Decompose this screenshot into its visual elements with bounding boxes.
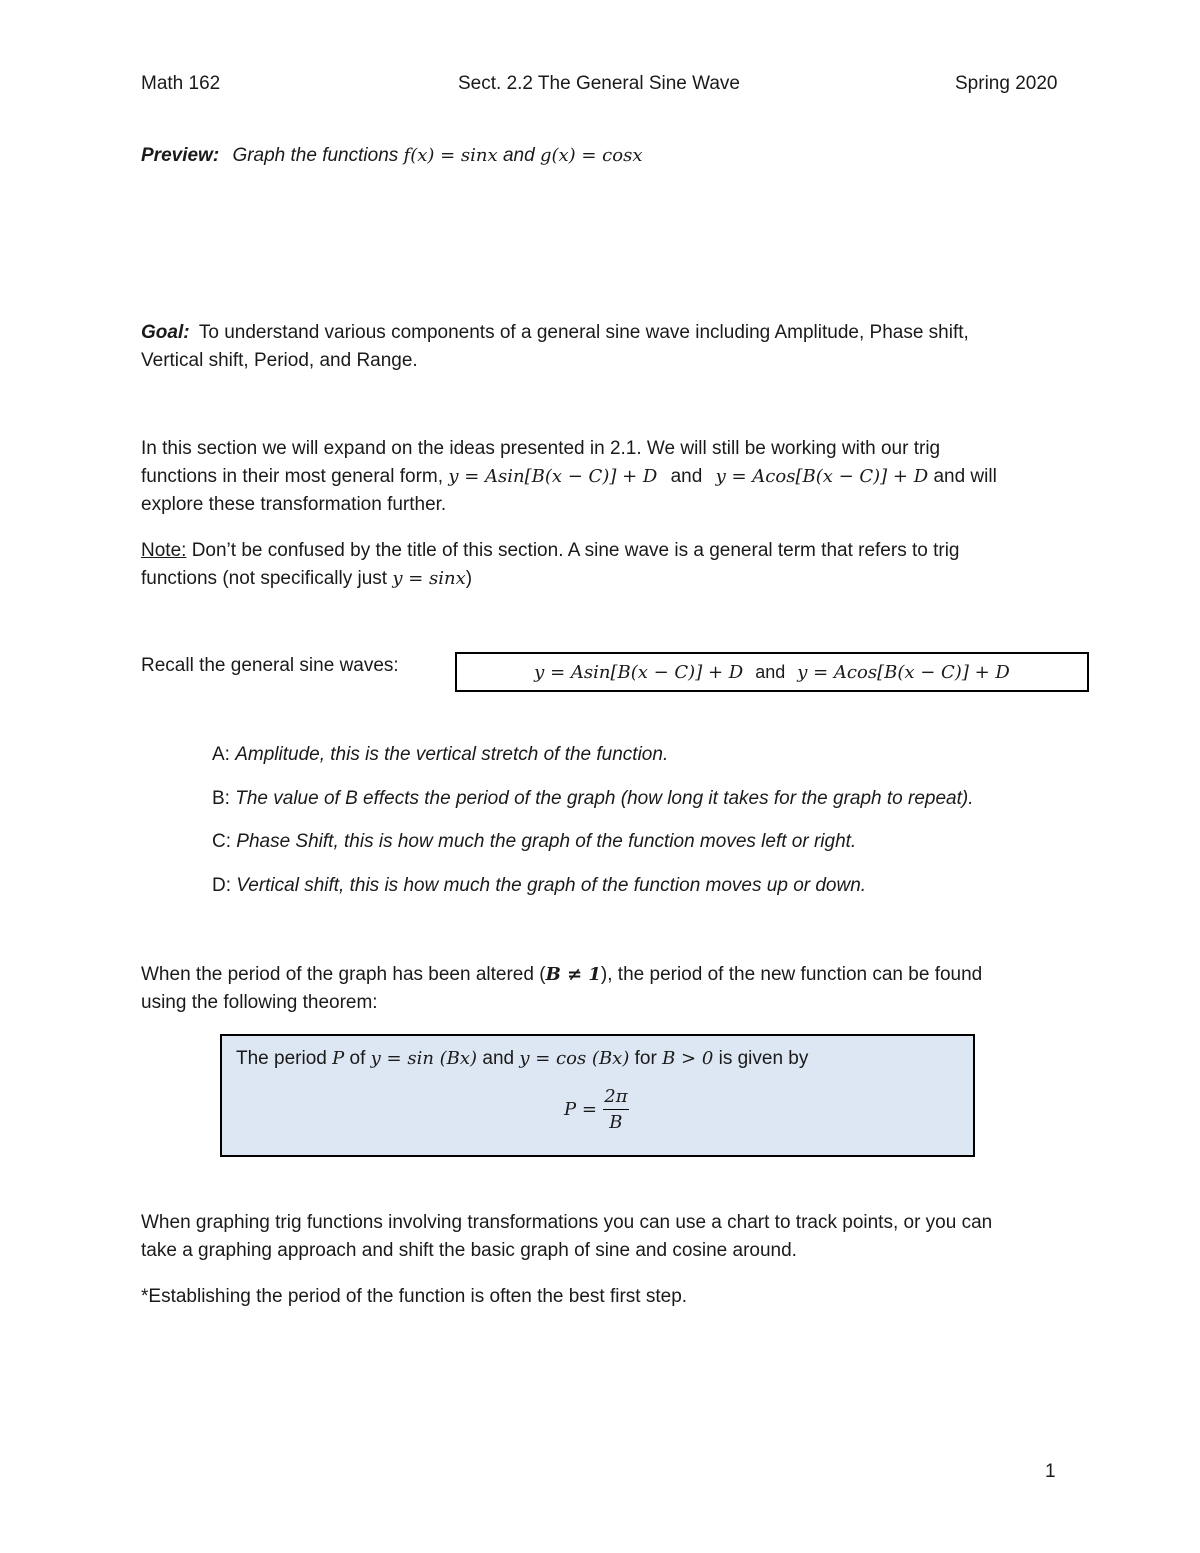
header-course: Math 162 <box>141 73 221 94</box>
graphing-line-1: When graphing trig functions involving transformations you can use a chart to track points, or you can <box>141 1212 993 1233</box>
intro-line-2 <box>141 463 997 491</box>
recall-eq-cosine: y = Acos[B(x − C)] + D <box>797 661 1010 683</box>
component-c <box>212 828 856 856</box>
component-a <box>212 741 668 769</box>
intro-and: and <box>670 466 703 487</box>
intro-line-2-pre: functions in their most general form, <box>141 466 444 487</box>
component-d-text: Vertical shift, this is how much the graph of the function moves up or down. <box>236 875 867 896</box>
theorem-t1: The period <box>236 1048 333 1069</box>
note-line-2-post: ) <box>465 568 473 589</box>
preview-line <box>141 142 643 170</box>
intro-eq-cosine: y = Acos[B(x − C)] + D <box>715 466 929 487</box>
theorem-t5: is given by <box>713 1048 809 1069</box>
intro-line-2-post: and will <box>933 466 997 487</box>
theorem-statement <box>236 1045 808 1073</box>
theorem-cond: B > 0 <box>662 1048 714 1069</box>
preview-g: g(x) = cosx <box>539 145 643 166</box>
page-number: 1 <box>1045 1461 1056 1482</box>
preview-label: Preview: <box>141 145 220 166</box>
component-a-text: Amplitude, this is the vertical stretch of the function. <box>235 744 669 765</box>
component-b-text: The value of B effects the period of the graph (how long it takes for the graph to repeat). <box>235 788 974 809</box>
component-d-letter: D: <box>212 875 231 896</box>
goal-label: Goal: <box>141 322 190 343</box>
header-term: Spring 2020 <box>955 73 1058 94</box>
intro-line-1: In this section we will expand on the ideas presented in 2.1. We will still be working with our trig <box>141 438 941 459</box>
theorem-t4: for <box>629 1048 663 1069</box>
formula-denominator: B <box>609 1112 623 1133</box>
component-c-text: Phase Shift, this is how much the graph of the function moves left or right. <box>236 831 857 852</box>
goal-text-1: To understand various components of a general sine wave including Amplitude, Phase shift, <box>198 322 969 343</box>
formula-fraction <box>603 1086 629 1133</box>
component-c-letter: C: <box>212 831 231 852</box>
header-section-title: Sect. 2.2 The General Sine Wave <box>458 73 740 94</box>
theorem-t3: and <box>477 1048 520 1069</box>
note-label: Note: <box>141 540 187 561</box>
recall-eq-sine: y = Asin[B(x − C)] + D <box>534 661 744 683</box>
fraction-bar <box>603 1109 629 1110</box>
period-intro-pre: When the period of the graph has been altered ( <box>141 964 546 985</box>
goal-line-1 <box>141 319 969 347</box>
component-d <box>212 872 866 900</box>
theorem-eq-cosine: y = cos (Bx) <box>519 1048 630 1069</box>
note-line-2 <box>141 565 472 593</box>
recall-label: Recall the general sine waves: <box>141 655 399 676</box>
theorem-eq-sine: y = sin (Bx) <box>370 1048 478 1069</box>
preview-text: Graph the functions <box>232 145 399 166</box>
period-intro-cond: B ≠ 1 <box>545 964 601 985</box>
period-intro-line-2: using the following theorem: <box>141 992 378 1013</box>
recall-and: and <box>755 661 786 682</box>
note-line-2-pre: functions (not specifically just <box>141 568 388 589</box>
theorem-t2: of <box>344 1048 371 1069</box>
goal-line-2: Vertical shift, Period, and Range. <box>141 350 418 371</box>
preview-and: and <box>502 145 535 166</box>
note-text-1: Don’t be confused by the title of this section. A sine wave is a general term that refers to trig <box>186 540 960 561</box>
intro-line-3: explore these transformation further. <box>141 494 447 515</box>
graphing-line-2: take a graphing approach and shift the basic graph of sine and cosine around. <box>141 1240 797 1261</box>
component-b <box>212 785 974 813</box>
component-a-letter: A: <box>212 744 230 765</box>
component-b-letter: B: <box>212 788 230 809</box>
note-line-1 <box>141 537 960 565</box>
formula-numerator: 2π <box>604 1086 628 1107</box>
theorem-p: P <box>332 1048 345 1069</box>
formula-lhs: P = <box>564 1099 597 1120</box>
theorem-formula <box>564 1086 629 1133</box>
period-intro-line-1 <box>141 961 982 989</box>
preview-f: f(x) = sinx <box>403 145 498 166</box>
intro-eq-sine: y = Asin[B(x − C)] + D <box>448 466 658 487</box>
graphing-tip: *Establishing the period of the function is often the best first step. <box>141 1286 688 1307</box>
period-intro-post: ), the period of the new function can be found <box>600 964 983 985</box>
theorem-box <box>220 1034 975 1157</box>
note-eq: y = sinx <box>392 568 466 589</box>
recall-formula-box <box>455 652 1089 692</box>
